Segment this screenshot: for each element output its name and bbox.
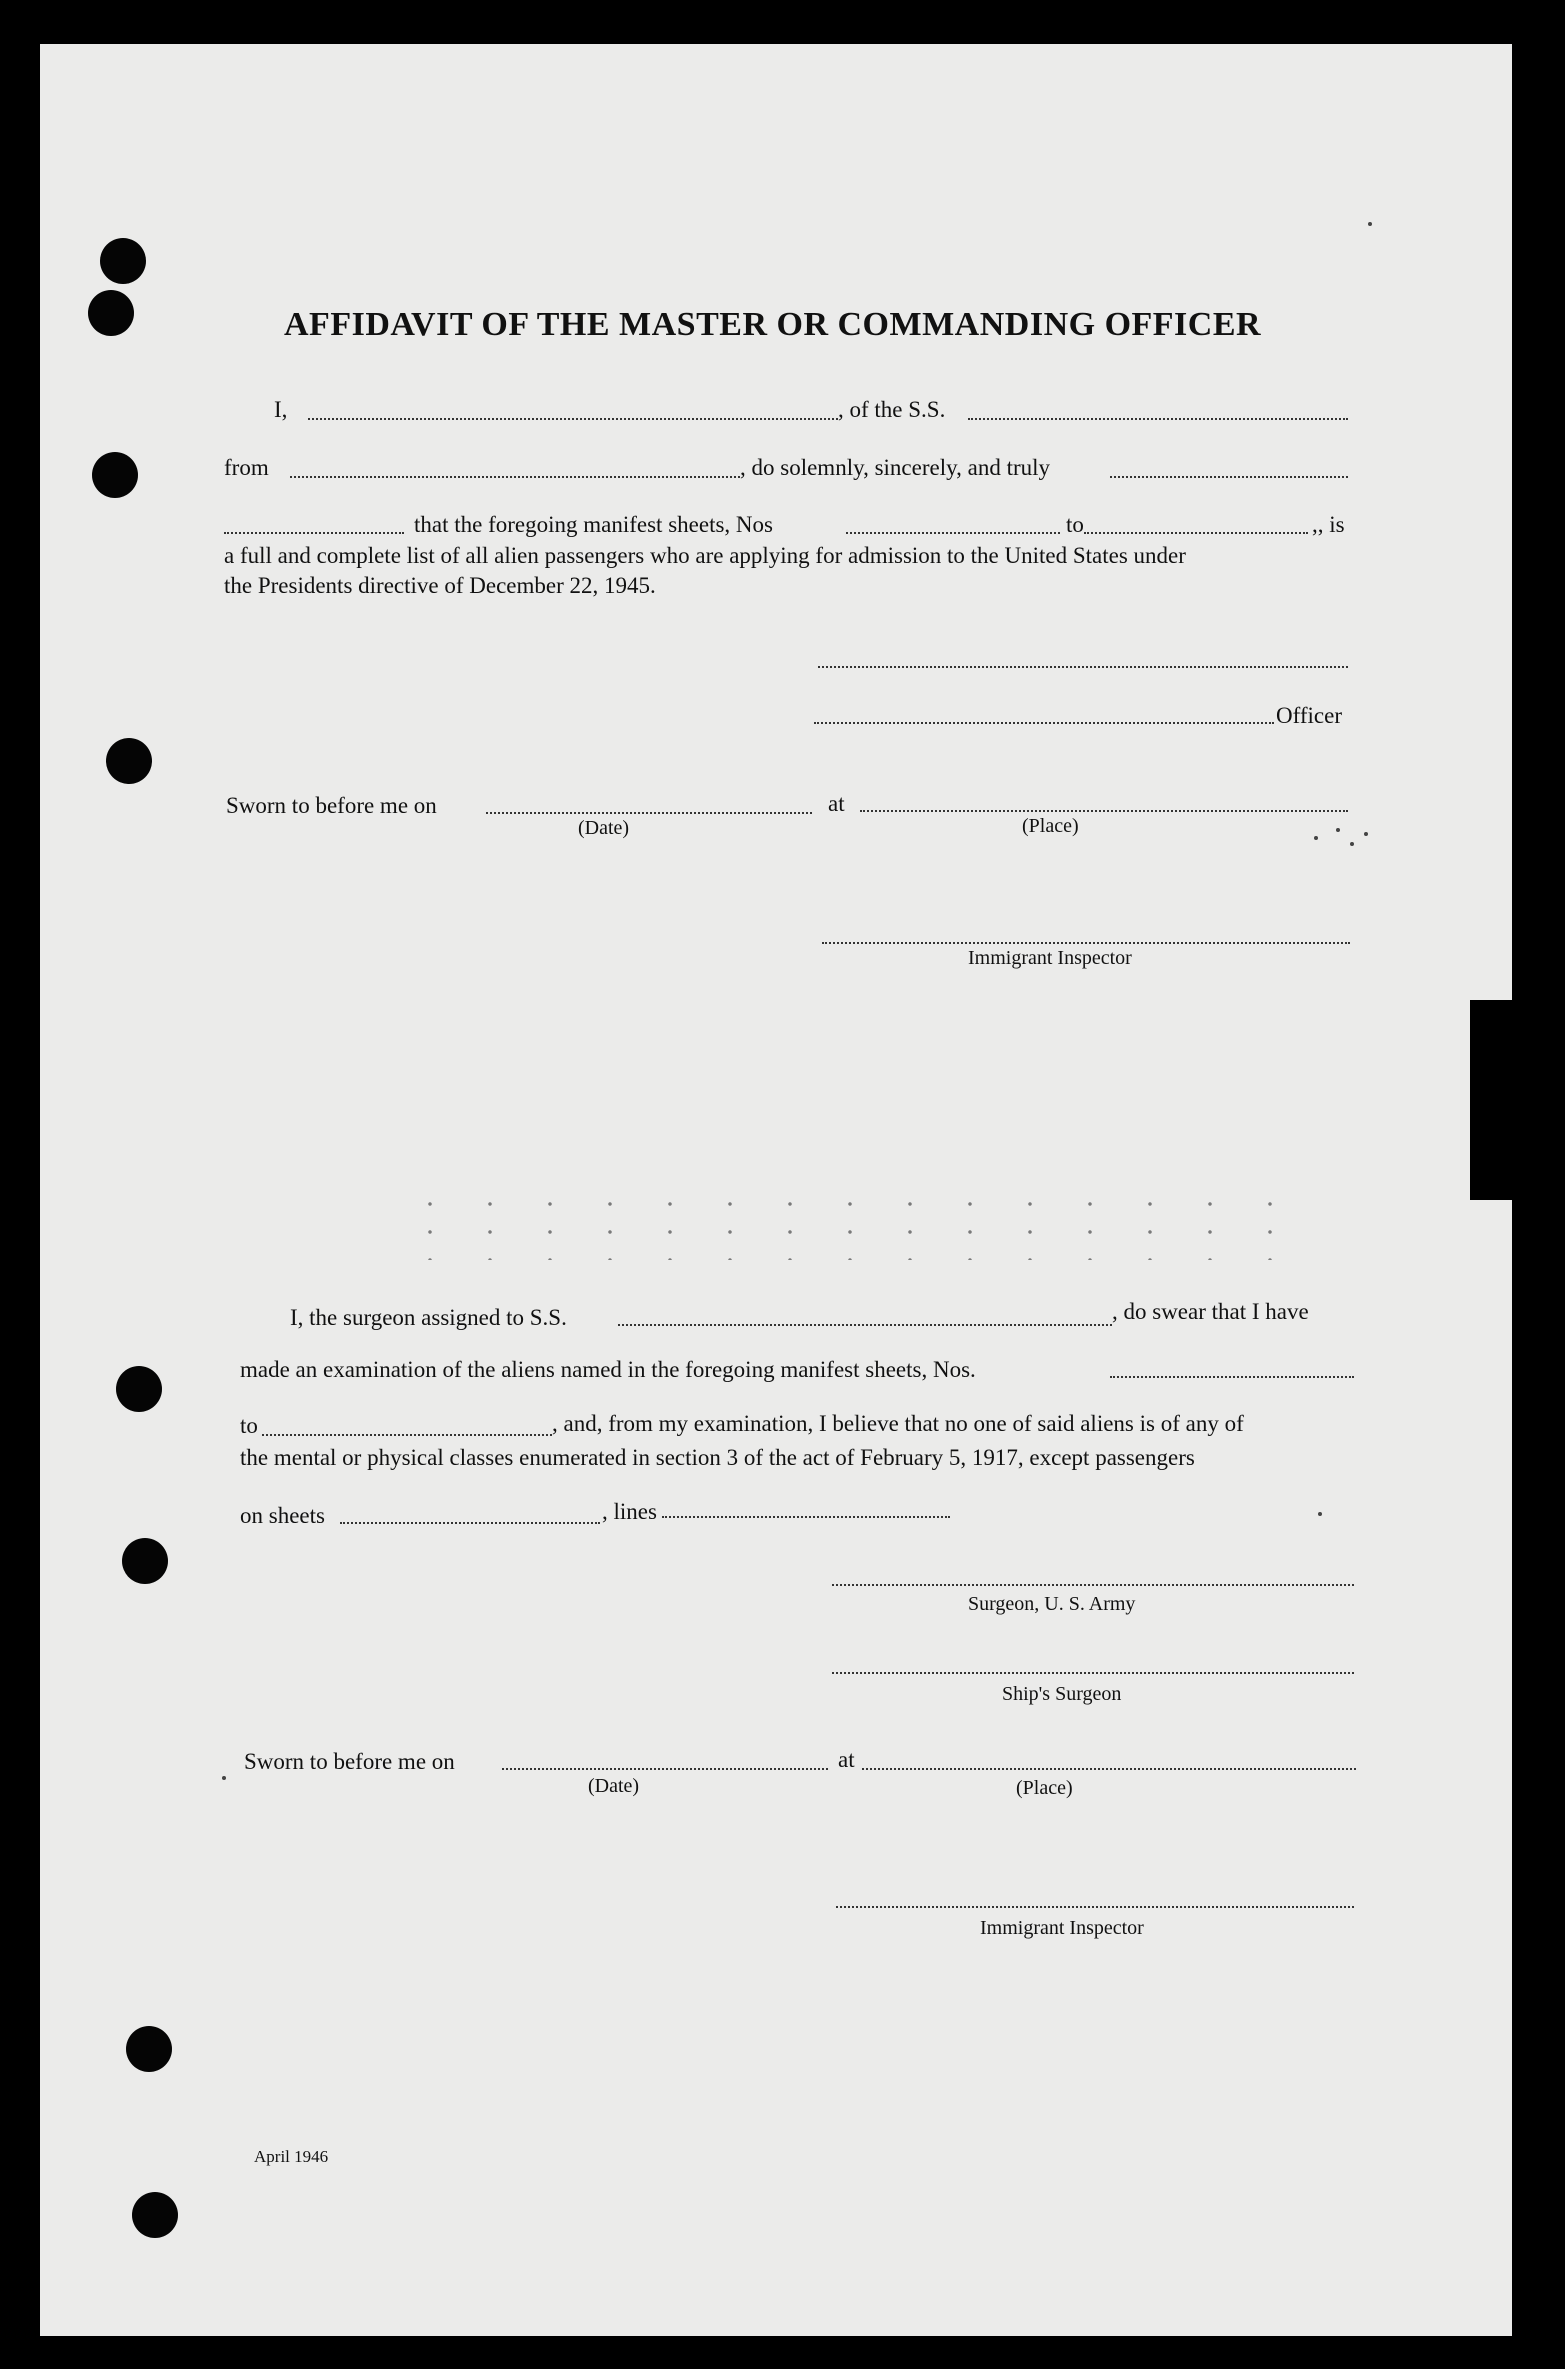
speck [1336,828,1340,832]
master-i-prefix: I, [274,397,288,422]
footer-date: April 1946 [254,2147,329,2166]
surgeon-date-label: (Date) [588,1775,640,1797]
surgeon-line2: made an examination of the aliens named in the foregoing manifest sheets, Nos. [240,1357,976,1382]
oath-field[interactable] [1110,474,1348,478]
master-is: ,, is [1312,512,1345,537]
surgeon-sheets-from-field[interactable] [1110,1374,1354,1378]
speck [1368,222,1372,226]
paper-tear [1470,1000,1520,1200]
army-surgeon-label: Surgeon, U. S. Army [968,1593,1136,1615]
surgeon-line1-start: I, the surgeon assigned to S.S. [290,1305,567,1330]
ship-surgeon-label: Ship's Surgeon [1002,1683,1122,1705]
surgeon-except-sheets-field[interactable] [340,1520,600,1524]
master-date-label: (Date) [578,817,630,839]
master-manifest-sheets: that the foregoing manifest sheets, Nos [414,512,773,537]
punch-hole [122,1538,168,1584]
punch-hole [88,290,134,336]
master-directive-line: the Presidents directive of December 22, 1945. [224,573,656,598]
master-sworn-date-field[interactable] [486,810,812,814]
punch-hole [126,2026,172,2072]
punch-hole [106,738,152,784]
punch-hole [92,452,138,498]
ship-name-field[interactable] [968,416,1348,420]
master-from: from [224,455,269,480]
army-surgeon-signature[interactable] [832,1582,1354,1586]
surgeon-on-sheets: on sheets [240,1503,325,1528]
sheets-from-field[interactable] [846,530,1060,534]
master-place-label: (Place) [1022,815,1079,837]
surgeon-except-lines-field[interactable] [662,1514,950,1518]
punch-hole [116,1366,162,1412]
speck [1350,842,1354,846]
surgeon-inspector-label: Immigrant Inspector [980,1917,1144,1939]
master-solemnly: , do solemnly, sincerely, and truly [740,455,1051,480]
sheets-to-field[interactable] [1084,530,1308,534]
master-of-ss: , of the S.S. [838,397,946,422]
master-inspector-signature[interactable] [822,940,1350,944]
surgeon-inspector-signature[interactable] [836,1904,1354,1908]
punch-hole [100,238,146,284]
surgeon-line1-end: , do swear that I have [1112,1299,1309,1324]
surgeon-sworn: Sworn to before me on [244,1749,455,1774]
surgeon-sheets-to-field[interactable] [262,1432,552,1436]
speck [222,1776,226,1780]
surgeon-line4: the mental or physical classes enumerated in section 3 of the act of February 5, 1917, except passengers [240,1445,1195,1470]
surgeon-at: at [838,1747,855,1772]
master-sworn: Sworn to before me on [226,793,437,818]
officer-signature-line-1[interactable] [818,664,1348,668]
master-list-line: a full and complete list of all alien passengers who are applying for admission to the United States under [224,543,1186,568]
punch-hole [132,2192,178,2238]
officer-label: Officer [1276,703,1342,728]
surgeon-ship-field[interactable] [618,1322,1112,1326]
surgeon-lines: , lines [602,1499,657,1524]
master-name-field[interactable] [308,416,838,420]
surgeon-sworn-place-field[interactable] [862,1766,1356,1770]
master-sworn-place-field[interactable] [860,808,1348,812]
page-title: AFFIDAVIT OF THE MASTER OR COMMANDING OFFICER [284,306,1262,343]
speck [1318,1512,1322,1516]
master-at: at [828,791,845,816]
oath-cont-field[interactable] [224,530,404,534]
ship-surgeon-signature[interactable] [832,1670,1354,1674]
officer-signature-line-2[interactable] [814,720,1274,724]
surgeon-to: to [240,1413,258,1438]
separator-dots [400,1190,1280,1260]
master-inspector-label: Immigrant Inspector [968,947,1132,969]
speck [1314,836,1318,840]
master-to: to [1066,512,1084,537]
surgeon-place-label: (Place) [1016,1777,1073,1799]
speck [1364,832,1368,836]
surgeon-sworn-date-field[interactable] [502,1766,828,1770]
surgeon-line3-end: , and, from my examination, I believe that no one of said aliens is of any of [552,1411,1244,1436]
port-from-field[interactable] [290,474,740,478]
